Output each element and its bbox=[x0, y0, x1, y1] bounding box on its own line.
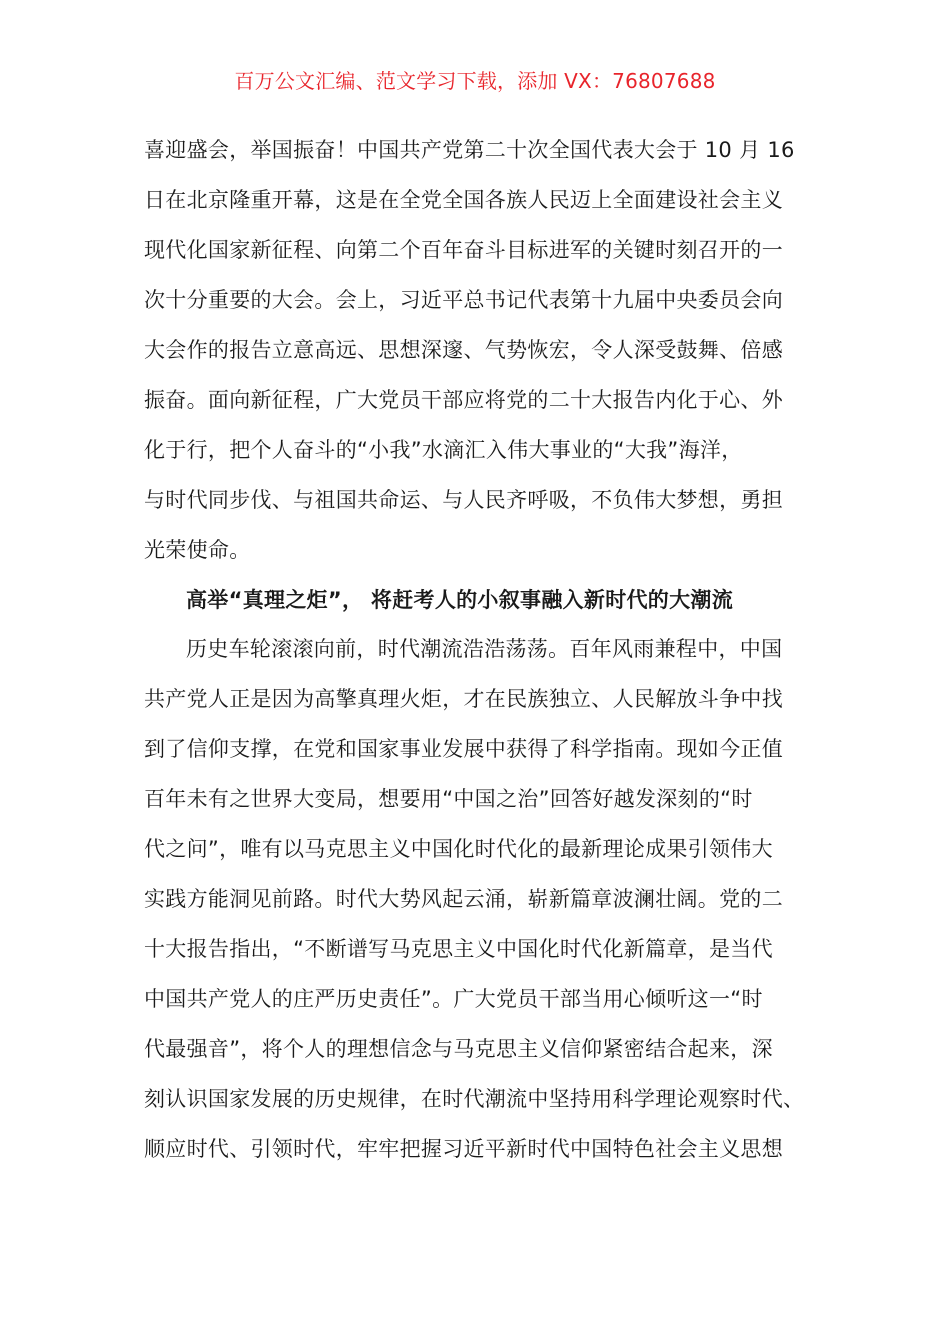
paragraph-line: 刻认识国家发展的历史规律，在时代潮流中坚持用科学理论观察时代、 bbox=[144, 1087, 805, 1111]
paragraph-line: 大会作的报告立意高远、思想深邃、气势恢宏，令人深受鼓舞、倍感 bbox=[144, 338, 783, 362]
paragraph-line: 百年未有之世界大变局，想要用“中国之治”回答好越发深刻的“时 bbox=[144, 787, 753, 811]
paragraph-line: 化于行，把个人奋斗的“小我”水滴汇入伟大事业的“大我”海洋， bbox=[144, 438, 743, 462]
paragraph-line: 共产党人正是因为高擎真理火炬，才在民族独立、人民解放斗争中找 bbox=[144, 687, 783, 711]
paragraph-line: 顺应时代、引领时代，牢牢把握习近平新时代中国特色社会主义思想 bbox=[144, 1137, 783, 1161]
paragraph-line: 光荣使命。 bbox=[144, 538, 251, 562]
paragraph-line: 喜迎盛会，举国振奋！中国共产党第二十次全国代表大会于 10 月 16 bbox=[144, 138, 795, 162]
paragraph-line: 代最强音”，将个人的理想信念与马克思主义信仰紧密结合起来，深 bbox=[144, 1037, 773, 1061]
paragraph-line: 十大报告指出，“不断谱写马克思主义中国化时代化新篇章，是当代 bbox=[144, 937, 773, 961]
section-heading: 高举“真理之炬”， 将赶考人的小叙事融入新时代的大潮流 bbox=[186, 588, 734, 612]
paragraph-line: 到了信仰支撑，在党和国家事业发展中获得了科学指南。现如今正值 bbox=[144, 737, 783, 761]
paragraph-line: 次十分重要的大会。会上，习近平总书记代表第十九届中央委员会向 bbox=[144, 288, 783, 312]
paragraph-line: 代之问”，唯有以马克思主义中国化时代化的最新理论成果引领伟大 bbox=[144, 837, 773, 861]
paragraph-line: 实践方能洞见前路。时代大势风起云涌，崭新篇章波澜壮阔。党的二 bbox=[144, 887, 783, 911]
paragraph-line: 日在北京隆重开幕，这是在全党全国各族人民迈上全面建设社会主义 bbox=[144, 188, 783, 212]
paragraph-line: 中国共产党人的庄严历史责任”。广大党员干部当用心倾听这一“时 bbox=[144, 987, 763, 1011]
paragraph-line: 历史车轮滚滚向前，时代潮流浩浩荡荡。百年风雨兼程中，中国 bbox=[186, 637, 783, 661]
watermark-header: 百万公文汇编、范文学习下载，添加 VX：76807688 bbox=[234, 69, 716, 93]
paragraph-line: 现代化国家新征程、向第二个百年奋斗目标进军的关键时刻召开的一 bbox=[144, 238, 783, 262]
paragraph-line: 与时代同步伐、与祖国共命运、与人民齐呼吸，不负伟大梦想，勇担 bbox=[144, 488, 783, 512]
paragraph-line: 振奋。面向新征程，广大党员干部应将党的二十大报告内化于心、外 bbox=[144, 388, 783, 412]
